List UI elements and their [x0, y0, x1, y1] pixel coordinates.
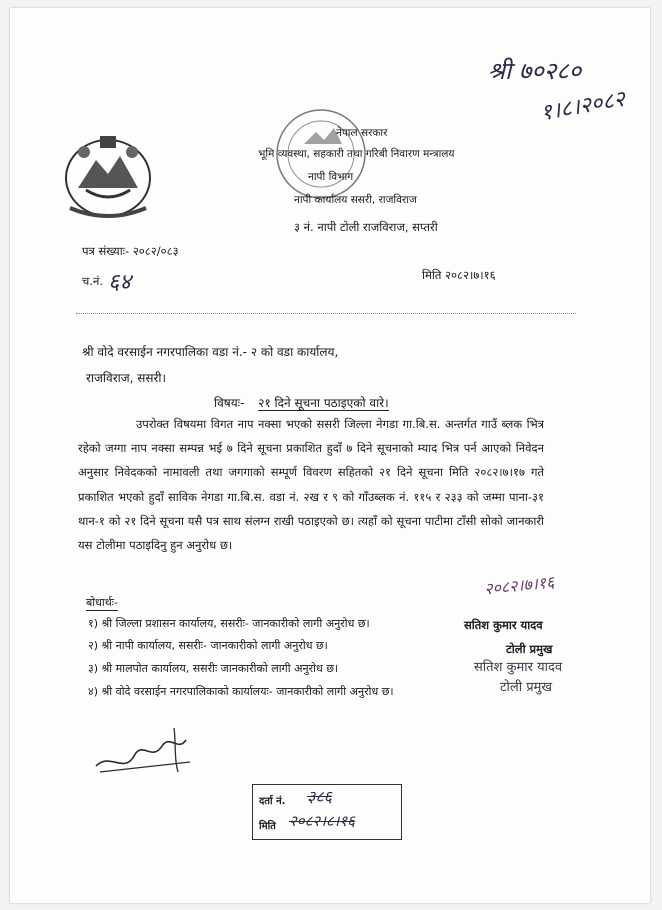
header-ministry: भूमि व्यवस्था, सहकारी तथा गरिबी निवारण मन्त्रालय: [258, 148, 455, 160]
signatory-stamp-name: सतिश कुमार यादव: [474, 660, 563, 675]
body-text: उपरोक्त विषयमा विगत नाप नक्सा भएको ससरी जिल्ला नेगडा गा.बि.स. अन्तर्गत गाउँ ब्लक भित्र रहेको जग्गा नाप नक्सा सम्पन्न भई ७ दिने सूचना प्रकाशित हुदाँ ७ दिने सूचनाको म्याद भित्र पर्न आएको निवेदन अनुसार निवेदकको नामावली तथा जगगाको सम्पूर्ण विवरण सहितको २१ दिने सूचना मिति २०८२।७।१७ गते प्रकाशित भएको हुदाँ साविक नेगडा गा.बि.स. वडा नं. २ख र ९ को गाँउब्लक नं. ११५ र २३३ को जम्मा पाना-३१ थान-१ को २१ दिने सूचना यसै पत्र साथ संलग्न राखी पठाइएको छ। त्यहाँ को सूचना पाटीमा टाँसी सोको जानकारी यस टोलीमा पठाइदिनु हुन अनुरोध छ।: [78, 417, 544, 553]
dispatch-number: ६४: [108, 270, 131, 295]
letter-number: पत्र संख्याः- २०८२/०८३: [82, 244, 179, 258]
handwritten-note-line1: श्री ७०२८०: [488, 57, 582, 85]
government-emblem: [56, 126, 160, 230]
cc-label: बोधार्थः-: [86, 596, 118, 609]
signatory-stamp-title: टोली प्रमुख: [500, 680, 553, 695]
receipt-number-label: दर्ता नं.: [259, 796, 286, 807]
cc-item-3: ३) श्री मालपोत कार्यालय, ससरीः जानकारीको लागी अनुरोध छ।: [88, 662, 339, 675]
cc-item-2: २) श्री नापी कार्यालय, ससरीः- जानकारीको लागी अनुरोध छ।: [88, 639, 328, 652]
addressee-line2: राजविराज, ससरी।: [86, 371, 167, 385]
signatory-name: सतिश कुमार यादव: [464, 618, 543, 632]
header-govt: नेपाल सरकार: [336, 127, 388, 139]
emblem-icon: [56, 126, 160, 226]
subject-text: २१ दिने सूचना पठाइएको वारे।: [258, 396, 389, 410]
receipt-number-value: ३८६: [307, 787, 332, 806]
cc-item-4: ४) श्री वोदे वरसाईन नगरपालिकाको कार्यालयः- जानकारीको लागी अनुरोध छ।: [88, 685, 394, 698]
cc-item-1: १) श्री जिल्ला प्रशासन कार्यालय, ससरीः- जानकारीको लागी अनुरोध छ।: [88, 617, 370, 630]
handwritten-signature: [90, 722, 200, 784]
receipt-date-value: २०८२।८।१६: [289, 812, 355, 830]
separator-line: [76, 313, 576, 314]
header-department: नापी विभाग: [308, 171, 354, 183]
header-team: ३ नं. नापी टोली राजविराज, सप्तरी: [294, 220, 438, 234]
addressee-line1: श्री वोदे वरसाईन नगरपालिका वडा नं.- २ को वडा कार्यालय,: [82, 345, 339, 359]
letter-date: मिति २०८२।७।१६: [422, 268, 496, 282]
subject-label: विषयः-: [214, 396, 245, 410]
signatory-title: टोली प्रमुख: [506, 642, 553, 656]
receipt-date-label: मिति: [259, 821, 276, 832]
header-office: नापी कार्यालय ससरी, राजविराज: [294, 194, 417, 206]
dispatch-label: च.नं.: [82, 274, 103, 288]
body-paragraph: [78, 412, 544, 557]
signature-icon: [90, 722, 200, 780]
signatory-sign-date: २०८२।७।१६: [483, 572, 556, 599]
receipt-stamp: [252, 784, 402, 840]
subject-line: [214, 394, 389, 411]
handwritten-note-line2: १।८।२०८२: [538, 86, 628, 127]
